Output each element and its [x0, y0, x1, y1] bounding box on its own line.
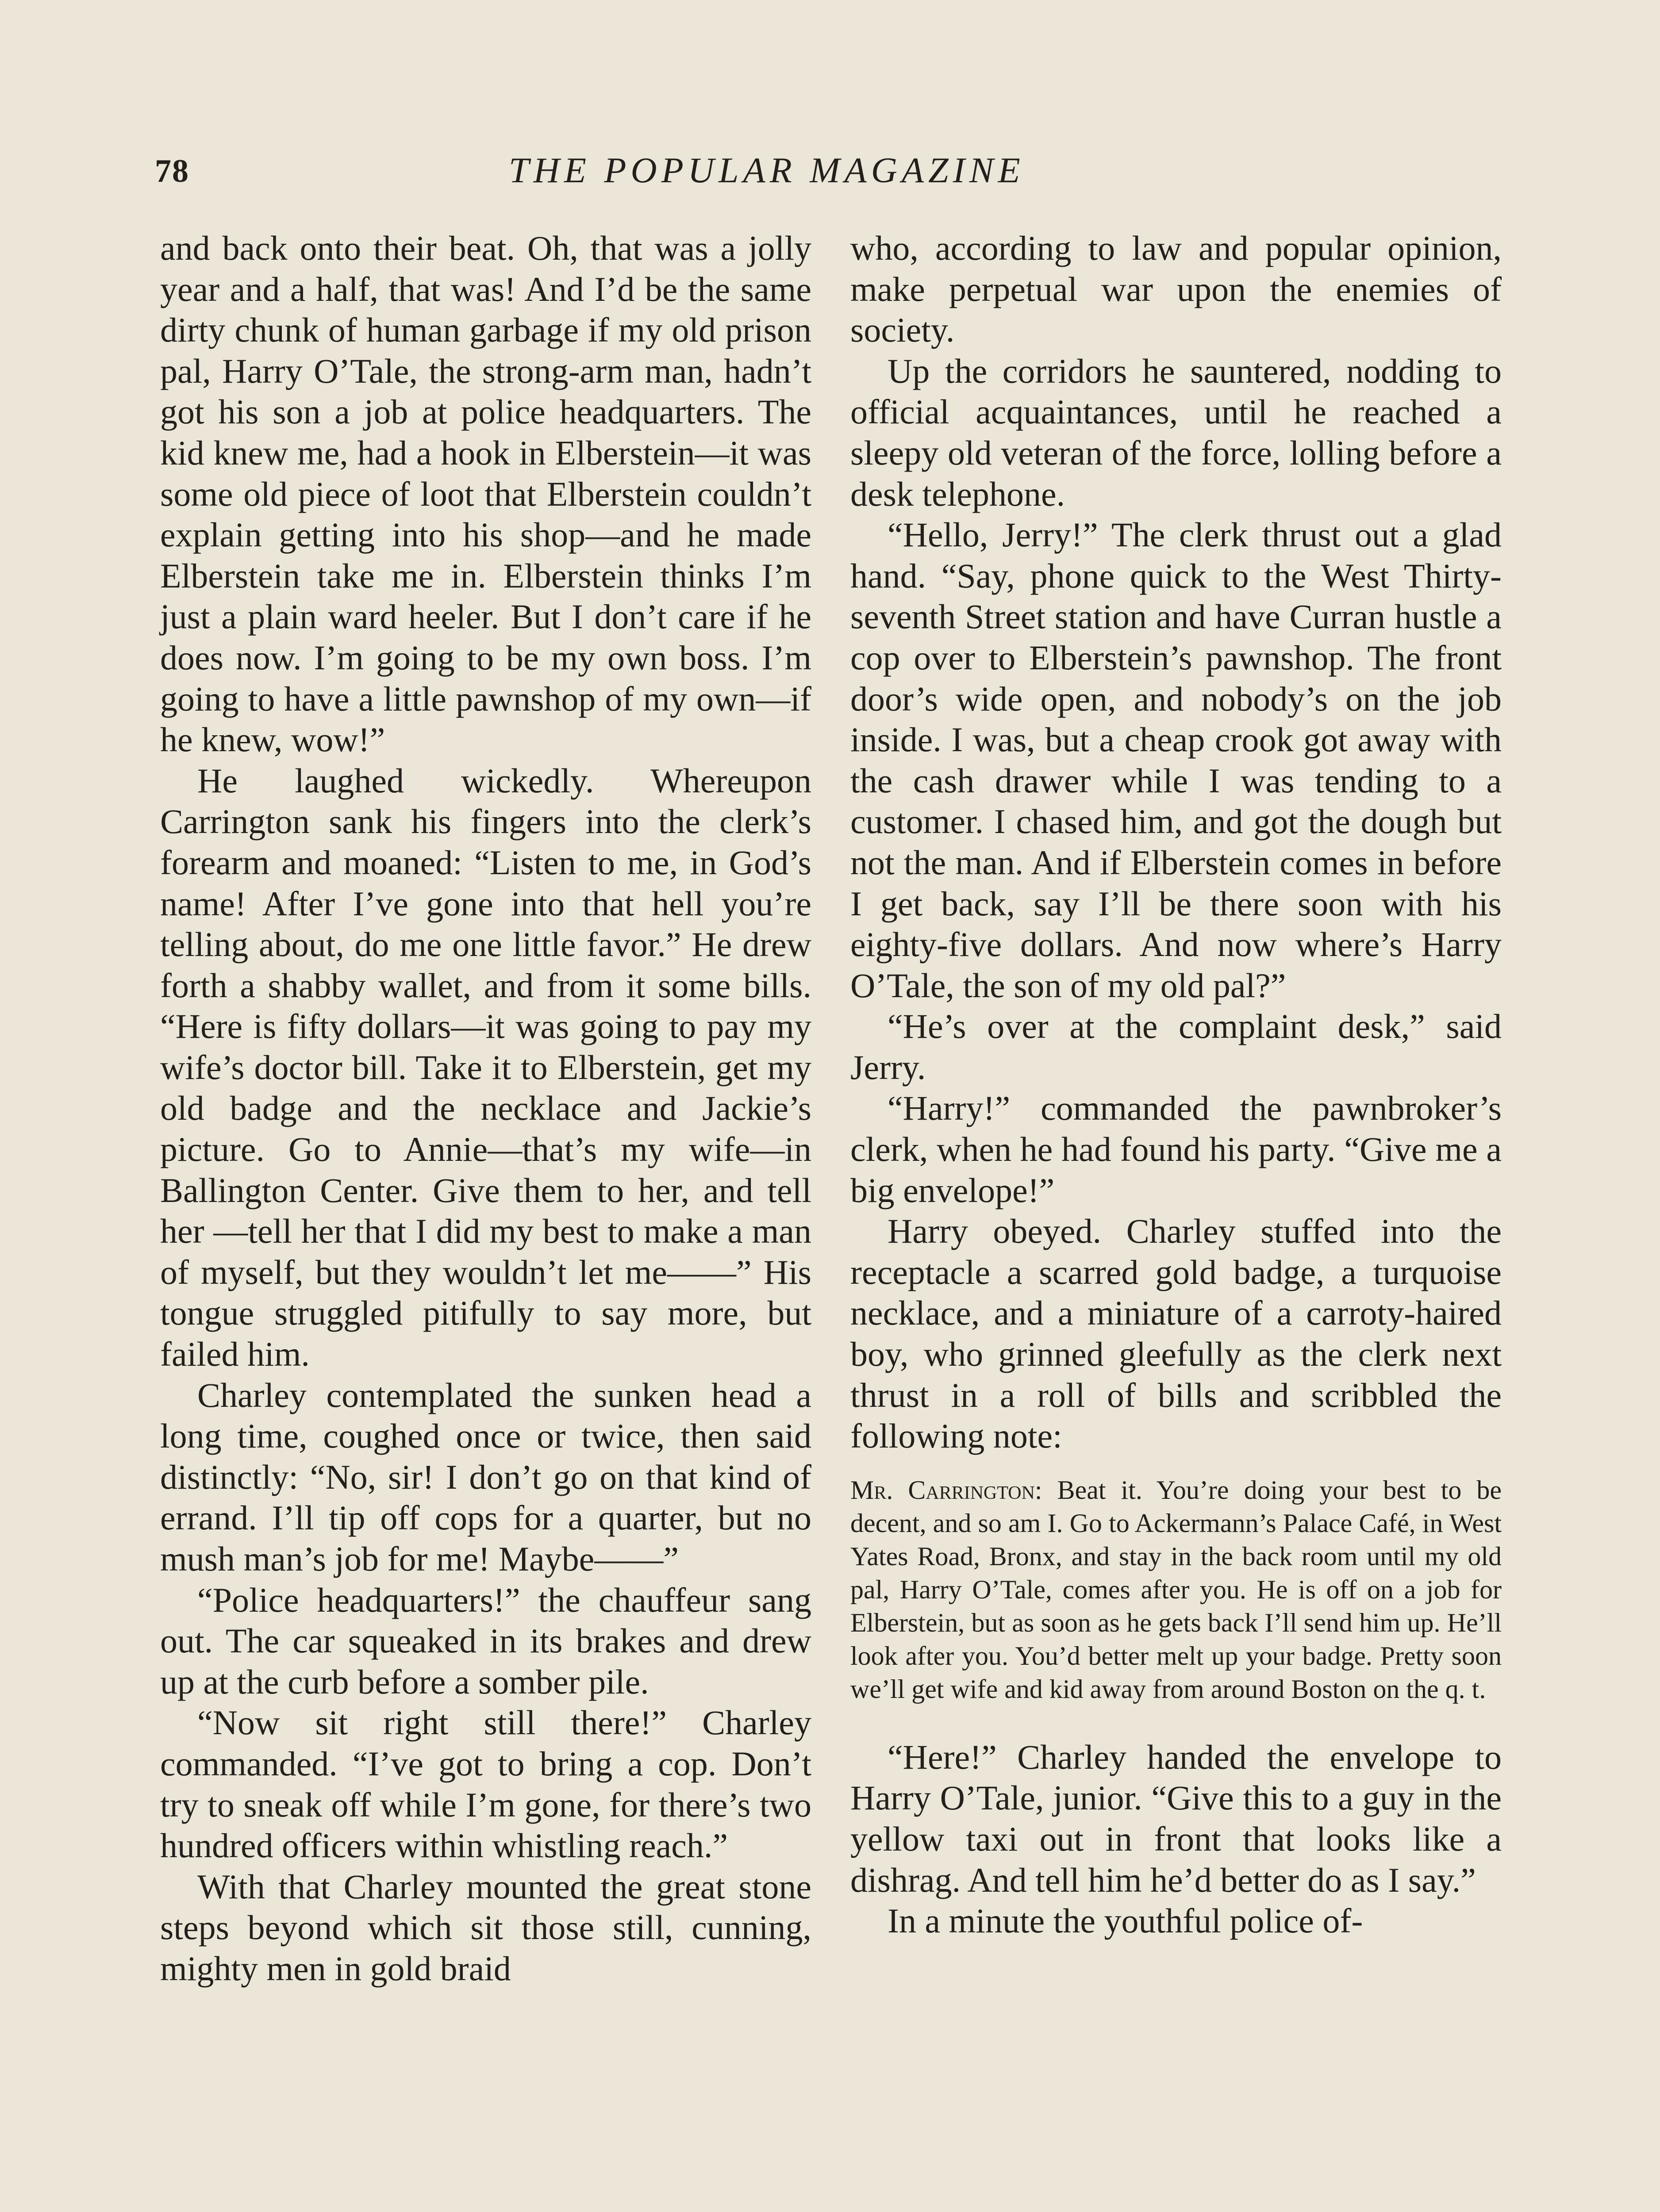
paragraph: “Harry!” commanded the pawnbroker’s clerk, when he had found his party. “Give me a big envelope!” [850, 1089, 1502, 1210]
page-number: 78 [155, 153, 189, 189]
paragraph: With that Charley mounted the great stone steps beyond which sit those still, cunning, mighty men in gold braid [160, 1867, 811, 1988]
running-head: THE POPULAR MAGAZINE [509, 150, 1025, 190]
paragraph: “Now sit right still there!” Charley commanded. “I’ve got to bring a cop. Don’t try to sneak off while I’m gone, for there’s two hundred officers within whistling reach.” [160, 1703, 811, 1865]
left-column [160, 228, 811, 1989]
paragraph: “He’s over at the complaint desk,” said Jerry. [850, 1007, 1502, 1087]
right-column [850, 228, 1502, 1942]
note-salutation: Mr. Carrington: [850, 1475, 1042, 1505]
paragraph: “Hello, Jerry!” The clerk thrust out a glad hand. “Say, phone quick to the West Thirty-seventh Street station and have Curran hustle a cop over to Elberstein’s pawnshop. The front door’s wide open, and nobody’s on the job inside. I was, but a cheap crook got away with the cash drawer while I was tending to a customer. I chased him, and got the dough but not the man. And if Elberstein comes in before I get back, say I’ll be there soon with his eighty-five dollars. And now where’s Harry O’Tale, the son of my old pal?” [850, 515, 1502, 1005]
paragraph: and back onto their beat. Oh, that was a jolly year and a half, that was! And I’d be the same dirty chunk of human garbage if my old prison pal, Harry O’Tale, the strong-arm man, hadn’t got his son a job at police headquarters. The kid knew me, had a hook in Elberstein—it was some old piece of loot that Elberstein couldn’t explain getting into his shop—and he made Elberstein take me in. Elberstein thinks I’m just a plain ward heeler. But I don’t care if he does now. I’m going to be my own boss. I’m going to have a little pawnshop of my own—if he knew, wow!” [160, 229, 811, 759]
paragraph: Up the corridors he sauntered, nodding to official acquaintances, until he reached a sleepy old veteran of the force, lolling before a desk telephone. [850, 351, 1502, 513]
paragraph: “Here!” Charley handed the envelope to Harry O’Tale, junior. “Give this to a guy in the yellow taxi out in front that looks like a dishrag. And tell him he’d better do as I say.” [850, 1737, 1502, 1899]
paragraph: He laughed wickedly. Whereupon Carrington sank his fingers into the clerk’s forearm and moaned: “Listen to me, in God’s name! After I’ve gone into that hell you’re telling about, do me one little favor.” He drew forth a shabby wallet, and from it some bills. “Here is fifty dollars—it was going to pay my wife’s doctor bill. Take it to Elberstein, get my old badge and the necklace and Jackie’s picture. Go to Annie—that’s my wife—in Ballington Center. Give them to her, and tell her —tell her that I did my best to make a man of myself, but they wouldn’t let me——” His tongue struggled pitifully to say more, but failed him. [160, 761, 811, 1374]
paragraph: who, according to law and popular opinion, make perpetual war upon the enemies of society. [850, 229, 1502, 349]
paragraph: In a minute the youthful police of- [888, 1901, 1363, 1940]
note-body: Beat it. You’re doing your best to be decent, and so am I. Go to Ackermann’s Palace Café, in West Yates Road, Bronx, and stay in the back room until my old pal, Harry O’Tale, comes after you. He is off on a job for Elberstein, but as soon as he gets back I’ll send him up. He’ll look after you. You’d better melt up your badge. Pretty soon we’ll get wife and kid away from around Boston on the q. t. [850, 1475, 1502, 1704]
paragraph: Harry obeyed. Charley stuffed into the receptacle a scarred gold badge, a turquoise necklace, and a miniature of a carroty-haired boy, who grinned gleefully as the clerk next thrust in a roll of bills and scribbled the following note: [850, 1212, 1502, 1455]
quoted-note [850, 1474, 1502, 1706]
paragraph: Charley contemplated the sunken head a long time, coughed once or twice, then said distinctly: “No, sir! I don’t go on that kind of errand. I’ll tip off cops for a quarter, but no mush man’s job for me! Maybe——” [160, 1375, 811, 1578]
paragraph: “Police headquarters!” the chauffeur sang out. The car squeaked in its brakes and drew up at the curb before a somber pile. [160, 1580, 811, 1701]
